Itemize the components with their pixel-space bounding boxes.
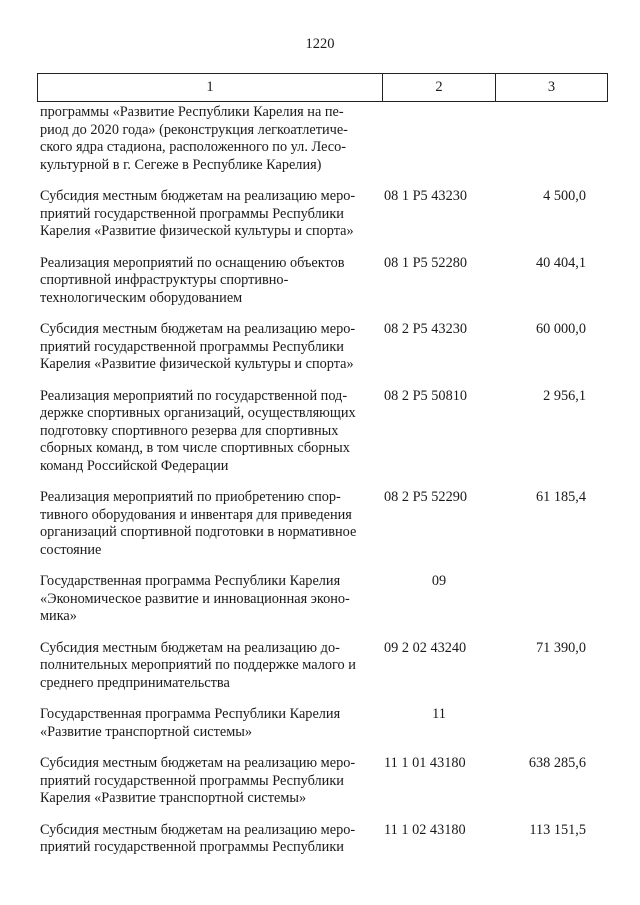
table-row <box>40 755 606 808</box>
page-number: 1220 <box>305 36 335 52</box>
row-amount: 2 956,1 <box>543 387 586 404</box>
table-body <box>40 104 606 857</box>
row-name: Государственная программа Республики Карелия «Экономическое развитие и инновационная эконо- мика» <box>40 573 350 624</box>
table-row <box>40 573 606 626</box>
row-code: 09 <box>431 573 447 589</box>
row-name: Субсидия местным бюджетам на реализацию меро- приятий государственной программы Республики <box>40 821 356 855</box>
row-code: 08 1 P5 52280 <box>384 254 468 271</box>
row-code: 11 <box>432 706 446 722</box>
row-code: 11 1 02 43180 <box>384 821 466 838</box>
table-row <box>40 706 606 741</box>
row-name: Государственная программа Республики Карелия «Развитие транспортной системы» <box>40 706 341 740</box>
table-row <box>40 489 606 559</box>
row-amount: 71 390,0 <box>535 639 586 656</box>
row-amount: 60 000,0 <box>535 321 586 337</box>
column-header-3: 3 <box>547 79 556 95</box>
row-code: 08 2 P5 43230 <box>384 321 468 337</box>
row-amount: 61 185,4 <box>535 489 586 505</box>
row-name: Субсидия местным бюджетам на реализацию меро- приятий государственной программы Республики Карелия «Развитие транспортной системы» <box>40 755 356 806</box>
table-row <box>40 104 606 174</box>
row-amount: 113 151,5 <box>529 821 586 838</box>
table-row <box>40 321 606 374</box>
row-amount: 638 285,6 <box>528 755 586 771</box>
row-name: Реализация мероприятий по оснащению объектов спортивной инфраструктуры спортивно- технологическим оборудованием <box>40 254 345 306</box>
row-name: Субсидия местным бюджетам на реализацию меро- приятий государственной программы Республики Карелия «Развитие физической культуры и спорта» <box>40 321 356 372</box>
row-name: Реализация мероприятий по приобретению спор- тивного оборудования и инвентаря для приведения организаций спортивной подготовки в нормативное состояние <box>40 489 357 558</box>
table-row <box>40 188 606 241</box>
table-row <box>40 388 606 476</box>
table-row <box>40 640 606 693</box>
row-name: Субсидия местным бюджетам на реализацию до- полнительных мероприятий по поддержке малого и среднего предпринимательства <box>40 639 356 691</box>
table-row <box>40 255 606 308</box>
row-amount: 40 404,1 <box>535 254 586 271</box>
row-code: 08 2 P5 52290 <box>384 489 468 505</box>
row-code: 09 2 02 43240 <box>384 639 467 656</box>
column-header-2: 2 <box>383 74 496 101</box>
row-code: 08 2 P5 50810 <box>384 387 468 404</box>
row-name: программы «Развитие Республики Карелия на пе- риод до 2020 года» (реконструкция легкоатлетиче- ского ядра стадиона, расположенного по ул. Лесо- культурной в г. Сегеже в Республике Карелия) <box>40 104 348 173</box>
row-code: 11 1 01 43180 <box>384 755 466 771</box>
table-header <box>37 73 608 102</box>
column-header-1: 1 <box>38 74 383 101</box>
row-name: Реализация мероприятий по государственной под- держке спортивных организаций, осуществляющих подготовку спортивного резерва для спортивных сборных команд, в том числе спортивных сборных команд Российской Федерации <box>40 387 356 474</box>
row-amount: 4 500,0 <box>543 188 586 204</box>
row-code: 08 1 P5 43230 <box>384 188 468 204</box>
table-row <box>40 822 606 857</box>
row-name: Субсидия местным бюджетам на реализацию меро- приятий государственной программы Республики Карелия «Развитие физической культуры и спорта» <box>40 188 356 239</box>
